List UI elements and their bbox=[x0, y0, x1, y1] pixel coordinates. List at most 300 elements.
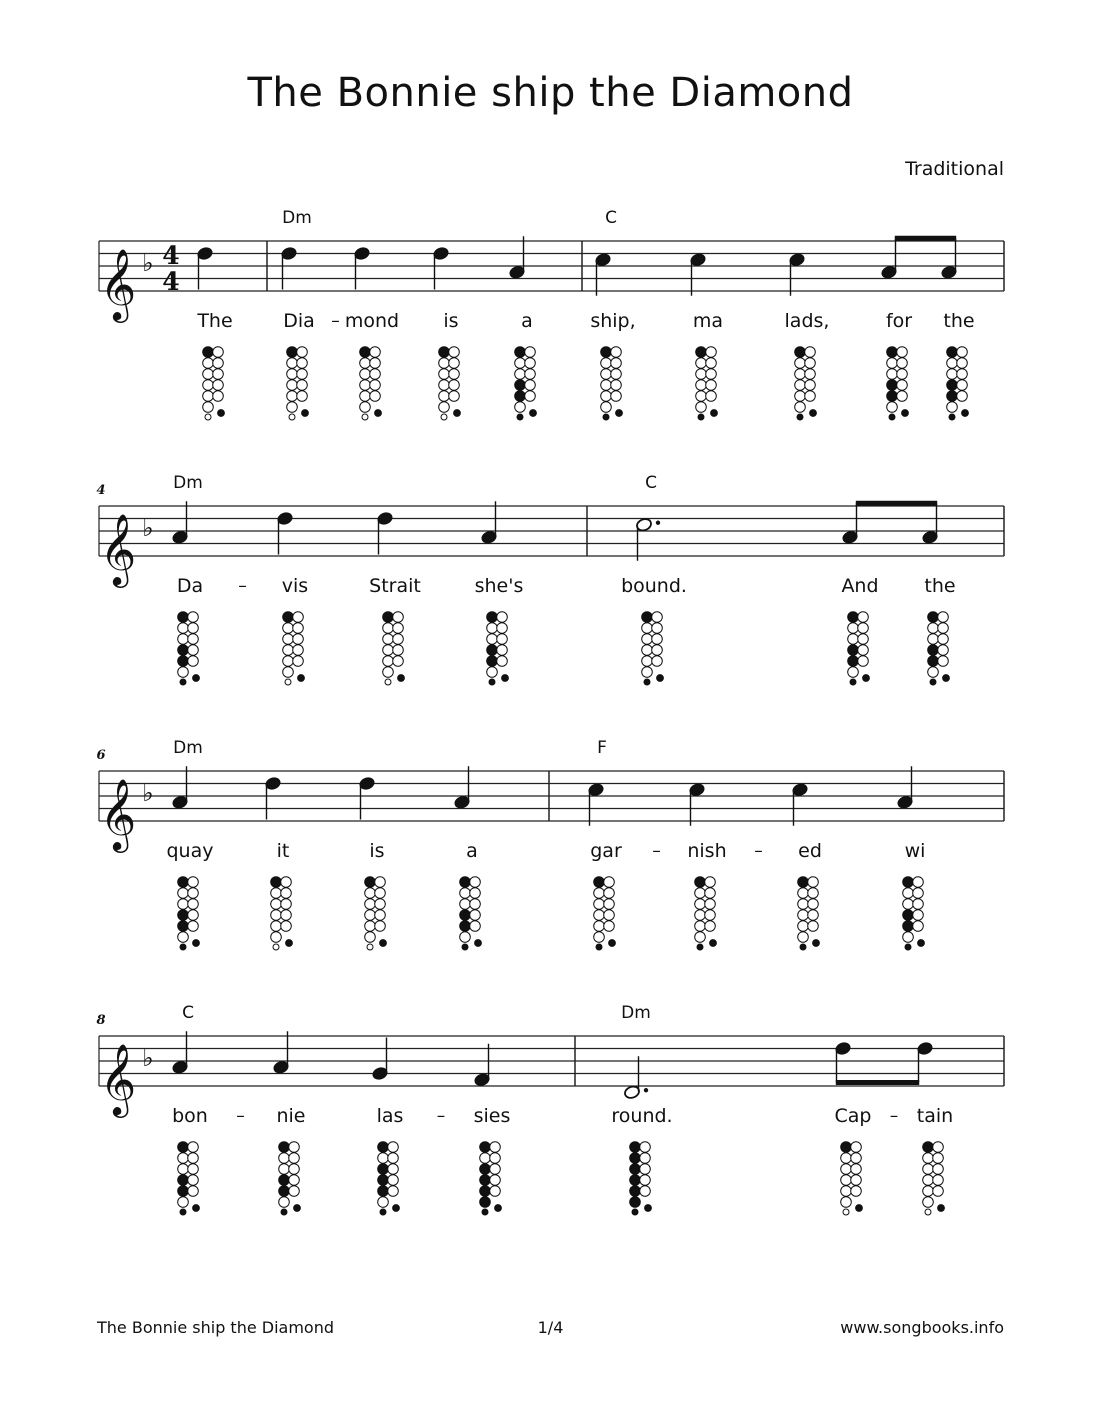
finger-hole bbox=[497, 612, 508, 623]
fingering-chart bbox=[696, 347, 718, 420]
chord-symbol: C bbox=[605, 208, 617, 228]
lyric-syllable: a bbox=[466, 840, 478, 862]
finger-hole bbox=[705, 899, 716, 910]
finger-hole bbox=[928, 634, 939, 645]
thumb-hole bbox=[889, 414, 895, 420]
finger-hole bbox=[375, 877, 386, 888]
measure-number: 6 bbox=[96, 748, 106, 763]
footer-website[interactable]: www.songbooks.info bbox=[840, 1318, 1004, 1337]
finger-hole bbox=[388, 1175, 399, 1186]
finger-hole bbox=[383, 667, 394, 678]
finger-hole bbox=[611, 380, 622, 391]
flat-icon: ♭ bbox=[142, 1044, 154, 1072]
thumb-hole bbox=[441, 414, 447, 420]
finger-hole bbox=[706, 358, 717, 369]
finger-hole bbox=[795, 402, 806, 413]
finger-hole bbox=[933, 1186, 944, 1197]
finger-hole bbox=[470, 877, 481, 888]
finger-hole bbox=[283, 656, 294, 667]
finger-hole bbox=[938, 634, 949, 645]
finger-hole bbox=[903, 921, 914, 932]
finger-hole bbox=[375, 899, 386, 910]
finger-hole bbox=[439, 358, 450, 369]
lyric-syllable: Dia bbox=[283, 310, 315, 332]
finger-hole bbox=[360, 358, 371, 369]
thumb-hole bbox=[475, 940, 482, 947]
finger-hole bbox=[805, 369, 816, 380]
fingering-chart bbox=[178, 612, 200, 685]
finger-hole bbox=[640, 1153, 651, 1164]
finger-hole bbox=[640, 1175, 651, 1186]
finger-hole bbox=[630, 1142, 641, 1153]
finger-hole bbox=[652, 623, 663, 634]
finger-hole bbox=[449, 369, 460, 380]
finger-hole bbox=[923, 1175, 934, 1186]
finger-hole bbox=[805, 347, 816, 358]
finger-hole bbox=[525, 380, 536, 391]
finger-hole bbox=[271, 910, 282, 921]
finger-hole bbox=[393, 645, 404, 656]
finger-hole bbox=[287, 402, 298, 413]
finger-hole bbox=[923, 1164, 934, 1175]
finger-hole bbox=[283, 667, 294, 678]
finger-hole bbox=[365, 910, 376, 921]
fingering-chart bbox=[928, 612, 950, 685]
finger-hole bbox=[388, 1164, 399, 1175]
finger-hole bbox=[928, 667, 939, 678]
finger-hole bbox=[188, 1153, 199, 1164]
finger-hole bbox=[293, 612, 304, 623]
finger-hole bbox=[470, 899, 481, 910]
finger-hole bbox=[798, 877, 809, 888]
finger-hole bbox=[188, 910, 199, 921]
finger-hole bbox=[178, 645, 189, 656]
thumb-hole bbox=[800, 944, 806, 950]
finger-hole bbox=[287, 391, 298, 402]
thumb-hole bbox=[285, 679, 291, 685]
finger-hole bbox=[388, 1186, 399, 1197]
finger-hole bbox=[178, 656, 189, 667]
finger-hole bbox=[928, 612, 939, 623]
fingering-chart bbox=[795, 347, 817, 420]
thumb-hole bbox=[398, 675, 405, 682]
lyric-syllable: bon bbox=[172, 1105, 208, 1127]
finger-hole bbox=[378, 1153, 389, 1164]
finger-hole bbox=[439, 369, 450, 380]
thumb-hole bbox=[180, 944, 186, 950]
finger-hole bbox=[460, 932, 471, 943]
thumb-hole bbox=[530, 410, 537, 417]
finger-hole bbox=[378, 1164, 389, 1175]
finger-hole bbox=[281, 877, 292, 888]
finger-hole bbox=[851, 1164, 862, 1175]
finger-hole bbox=[188, 634, 199, 645]
thumb-hole bbox=[302, 410, 309, 417]
finger-hole bbox=[928, 645, 939, 656]
finger-hole bbox=[957, 347, 968, 358]
finger-hole bbox=[601, 369, 612, 380]
finger-hole bbox=[293, 656, 304, 667]
finger-hole bbox=[188, 921, 199, 932]
finger-hole bbox=[601, 347, 612, 358]
finger-hole bbox=[611, 347, 622, 358]
lyric-syllable: ship, bbox=[590, 310, 636, 332]
finger-hole bbox=[188, 888, 199, 899]
finger-hole bbox=[604, 899, 615, 910]
finger-hole bbox=[515, 380, 526, 391]
finger-hole bbox=[203, 369, 214, 380]
finger-hole bbox=[360, 380, 371, 391]
fingering-chart bbox=[594, 877, 616, 950]
finger-hole bbox=[795, 369, 806, 380]
finger-hole bbox=[604, 888, 615, 899]
finger-hole bbox=[203, 347, 214, 358]
finger-hole bbox=[178, 1153, 189, 1164]
thumb-hole bbox=[797, 414, 803, 420]
finger-hole bbox=[808, 899, 819, 910]
finger-hole bbox=[188, 1142, 199, 1153]
thumb-hole bbox=[856, 1205, 863, 1212]
time-signature-top: 4 bbox=[162, 241, 180, 270]
lyric-syllable: las bbox=[376, 1105, 404, 1127]
footer-page-number: 1/4 bbox=[537, 1318, 564, 1337]
finger-hole bbox=[795, 380, 806, 391]
finger-hole bbox=[281, 921, 292, 932]
finger-hole bbox=[642, 645, 653, 656]
finger-hole bbox=[848, 612, 859, 623]
finger-hole bbox=[271, 877, 282, 888]
finger-hole bbox=[178, 932, 189, 943]
finger-hole bbox=[365, 921, 376, 932]
finger-hole bbox=[213, 380, 224, 391]
lyric-hyphen: – bbox=[889, 1106, 899, 1126]
finger-hole bbox=[297, 380, 308, 391]
finger-hole bbox=[887, 380, 898, 391]
finger-hole bbox=[178, 612, 189, 623]
finger-hole bbox=[848, 656, 859, 667]
finger-hole bbox=[798, 899, 809, 910]
finger-hole bbox=[957, 380, 968, 391]
finger-hole bbox=[289, 1142, 300, 1153]
finger-hole bbox=[630, 1164, 641, 1175]
fingering-chart bbox=[601, 347, 623, 420]
finger-hole bbox=[487, 667, 498, 678]
finger-hole bbox=[923, 1197, 934, 1208]
thumb-hole bbox=[616, 410, 623, 417]
finger-hole bbox=[480, 1153, 491, 1164]
finger-hole bbox=[281, 899, 292, 910]
lyric-syllable: the bbox=[924, 575, 956, 597]
thumb-hole bbox=[943, 675, 950, 682]
finger-hole bbox=[601, 402, 612, 413]
finger-hole bbox=[271, 921, 282, 932]
finger-hole bbox=[947, 369, 958, 380]
finger-hole bbox=[515, 402, 526, 413]
lyric-syllable: gar bbox=[590, 840, 622, 862]
lyric-syllable: bound. bbox=[621, 575, 687, 597]
finger-hole bbox=[851, 1153, 862, 1164]
finger-hole bbox=[360, 391, 371, 402]
finger-hole bbox=[375, 910, 386, 921]
finger-hole bbox=[695, 932, 706, 943]
finger-hole bbox=[848, 645, 859, 656]
finger-hole bbox=[188, 1175, 199, 1186]
finger-hole bbox=[957, 358, 968, 369]
finger-hole bbox=[695, 910, 706, 921]
finger-hole bbox=[938, 656, 949, 667]
finger-hole bbox=[283, 645, 294, 656]
fingering-chart bbox=[279, 1142, 301, 1215]
finger-hole bbox=[279, 1186, 290, 1197]
finger-hole bbox=[795, 391, 806, 402]
finger-hole bbox=[611, 358, 622, 369]
finger-hole bbox=[287, 347, 298, 358]
thumb-hole bbox=[810, 410, 817, 417]
finger-hole bbox=[289, 1175, 300, 1186]
lyric-syllable: round. bbox=[611, 1105, 673, 1127]
finger-hole bbox=[178, 1186, 189, 1197]
finger-hole bbox=[487, 623, 498, 634]
lyric-syllable: vis bbox=[281, 575, 309, 597]
fingering-chart bbox=[848, 612, 870, 685]
finger-hole bbox=[271, 888, 282, 899]
finger-hole bbox=[695, 921, 706, 932]
finger-hole bbox=[271, 932, 282, 943]
finger-hole bbox=[913, 899, 924, 910]
finger-hole bbox=[460, 899, 471, 910]
finger-hole bbox=[490, 1142, 501, 1153]
lyric-syllable: Cap bbox=[834, 1105, 872, 1127]
thumb-hole bbox=[863, 675, 870, 682]
finger-hole bbox=[178, 877, 189, 888]
finger-hole bbox=[798, 932, 809, 943]
fingering-chart bbox=[947, 347, 969, 420]
finger-hole bbox=[640, 1164, 651, 1175]
lyric-hyphen: – bbox=[236, 1106, 245, 1126]
treble-clef-icon: 𝄞 bbox=[99, 1042, 137, 1115]
finger-hole bbox=[947, 358, 958, 369]
finger-hole bbox=[297, 391, 308, 402]
finger-hole bbox=[378, 1142, 389, 1153]
thumb-hole bbox=[918, 940, 925, 947]
finger-hole bbox=[289, 1153, 300, 1164]
finger-hole bbox=[705, 910, 716, 921]
fingering-chart bbox=[383, 612, 405, 685]
finger-hole bbox=[923, 1153, 934, 1164]
finger-hole bbox=[178, 888, 189, 899]
finger-hole bbox=[887, 347, 898, 358]
thumb-hole bbox=[697, 944, 703, 950]
fingering-chart bbox=[271, 877, 293, 950]
finger-hole bbox=[604, 910, 615, 921]
thumb-hole bbox=[603, 414, 609, 420]
finger-hole bbox=[808, 877, 819, 888]
fingering-chart bbox=[487, 612, 509, 685]
finger-hole bbox=[370, 380, 381, 391]
thumb-hole bbox=[362, 414, 368, 420]
finger-hole bbox=[279, 1142, 290, 1153]
thumb-hole bbox=[205, 414, 211, 420]
fingering-chart bbox=[923, 1142, 945, 1215]
finger-hole bbox=[652, 656, 663, 667]
finger-hole bbox=[705, 888, 716, 899]
finger-hole bbox=[188, 1164, 199, 1175]
thumb-hole bbox=[905, 944, 911, 950]
finger-hole bbox=[897, 380, 908, 391]
fingering-chart bbox=[287, 347, 309, 420]
finger-hole bbox=[652, 634, 663, 645]
lyric-hyphen: – bbox=[331, 311, 340, 331]
thumb-hole bbox=[925, 1209, 931, 1215]
finger-hole bbox=[938, 645, 949, 656]
flat-icon: ♭ bbox=[142, 779, 154, 807]
finger-hole bbox=[383, 623, 394, 634]
finger-hole bbox=[388, 1153, 399, 1164]
lyric-syllable: quay bbox=[166, 840, 214, 862]
thumb-hole bbox=[711, 410, 718, 417]
treble-clef-icon: 𝄞 bbox=[99, 777, 137, 850]
finger-hole bbox=[897, 358, 908, 369]
thumb-hole bbox=[462, 944, 468, 950]
chord-symbol: F bbox=[597, 738, 607, 758]
finger-hole bbox=[383, 612, 394, 623]
finger-hole bbox=[287, 369, 298, 380]
finger-hole bbox=[858, 656, 869, 667]
lyric-syllable: for bbox=[885, 310, 913, 332]
lyric-syllable: lads, bbox=[784, 310, 830, 332]
finger-hole bbox=[375, 888, 386, 899]
finger-hole bbox=[897, 347, 908, 358]
lyric-syllable: And bbox=[841, 575, 879, 597]
finger-hole bbox=[383, 645, 394, 656]
finger-hole bbox=[795, 347, 806, 358]
finger-hole bbox=[848, 623, 859, 634]
finger-hole bbox=[460, 888, 471, 899]
finger-hole bbox=[923, 1186, 934, 1197]
chord-symbol: Dm bbox=[173, 738, 203, 758]
finger-hole bbox=[370, 347, 381, 358]
finger-hole bbox=[841, 1197, 852, 1208]
thumb-hole bbox=[850, 679, 856, 685]
fingering-chart bbox=[365, 877, 387, 950]
thumb-hole bbox=[843, 1209, 849, 1215]
lyric-syllable: the bbox=[943, 310, 975, 332]
finger-hole bbox=[370, 391, 381, 402]
finger-hole bbox=[480, 1175, 491, 1186]
fingering-chart bbox=[642, 612, 664, 685]
finger-hole bbox=[487, 634, 498, 645]
lyric-syllable: nie bbox=[276, 1105, 306, 1127]
lyric-syllable: is bbox=[369, 840, 385, 862]
footer-title: The Bonnie ship the Diamond bbox=[97, 1318, 335, 1337]
finger-hole bbox=[798, 888, 809, 899]
finger-hole bbox=[913, 921, 924, 932]
thumb-hole bbox=[298, 675, 305, 682]
finger-hole bbox=[957, 391, 968, 402]
finger-hole bbox=[515, 358, 526, 369]
finger-hole bbox=[601, 391, 612, 402]
finger-hole bbox=[841, 1164, 852, 1175]
lyric-syllable: Da bbox=[176, 575, 204, 597]
finger-hole bbox=[178, 910, 189, 921]
finger-hole bbox=[439, 380, 450, 391]
fingering-chart bbox=[841, 1142, 863, 1215]
finger-hole bbox=[642, 667, 653, 678]
finger-hole bbox=[706, 347, 717, 358]
finger-hole bbox=[490, 1153, 501, 1164]
finger-hole bbox=[705, 877, 716, 888]
thumb-hole bbox=[454, 410, 461, 417]
finger-hole bbox=[188, 877, 199, 888]
finger-hole bbox=[297, 369, 308, 380]
fingering-chart bbox=[630, 1142, 652, 1215]
finger-hole bbox=[652, 645, 663, 656]
flat-icon: ♭ bbox=[142, 249, 154, 277]
fingering-chart bbox=[887, 347, 909, 420]
chord-symbol: C bbox=[645, 473, 657, 493]
finger-hole bbox=[289, 1164, 300, 1175]
finger-hole bbox=[938, 612, 949, 623]
lyric-hyphen: – bbox=[238, 576, 247, 596]
finger-hole bbox=[378, 1197, 389, 1208]
finger-hole bbox=[696, 358, 707, 369]
thumb-hole bbox=[367, 944, 373, 950]
thumb-hole bbox=[644, 679, 650, 685]
finger-hole bbox=[696, 391, 707, 402]
finger-hole bbox=[188, 623, 199, 634]
finger-hole bbox=[497, 634, 508, 645]
finger-hole bbox=[365, 932, 376, 943]
finger-hole bbox=[808, 921, 819, 932]
finger-hole bbox=[365, 899, 376, 910]
finger-hole bbox=[188, 612, 199, 623]
finger-hole bbox=[271, 899, 282, 910]
finger-hole bbox=[289, 1186, 300, 1197]
finger-hole bbox=[178, 1175, 189, 1186]
fingering-chart bbox=[178, 877, 200, 950]
finger-hole bbox=[604, 921, 615, 932]
finger-hole bbox=[297, 358, 308, 369]
finger-hole bbox=[393, 634, 404, 645]
finger-hole bbox=[903, 899, 914, 910]
finger-hole bbox=[281, 888, 292, 899]
thumb-hole bbox=[193, 1205, 200, 1212]
finger-hole bbox=[283, 612, 294, 623]
fingering-chart bbox=[283, 612, 305, 685]
thumb-hole bbox=[294, 1205, 301, 1212]
finger-hole bbox=[497, 645, 508, 656]
composer-credit: Traditional bbox=[905, 158, 1004, 180]
finger-hole bbox=[805, 391, 816, 402]
lyric-syllable: mond bbox=[344, 310, 400, 332]
finger-hole bbox=[388, 1142, 399, 1153]
finger-hole bbox=[375, 921, 386, 932]
finger-hole bbox=[851, 1186, 862, 1197]
lyric-hyphen: – bbox=[754, 841, 763, 861]
finger-hole bbox=[188, 1186, 199, 1197]
finger-hole bbox=[706, 391, 717, 402]
finger-hole bbox=[851, 1142, 862, 1153]
chord-symbol: Dm bbox=[282, 208, 312, 228]
finger-hole bbox=[203, 402, 214, 413]
finger-hole bbox=[283, 634, 294, 645]
finger-hole bbox=[203, 358, 214, 369]
finger-hole bbox=[515, 369, 526, 380]
finger-hole bbox=[947, 347, 958, 358]
finger-hole bbox=[460, 921, 471, 932]
finger-hole bbox=[808, 910, 819, 921]
thumb-hole bbox=[657, 675, 664, 682]
